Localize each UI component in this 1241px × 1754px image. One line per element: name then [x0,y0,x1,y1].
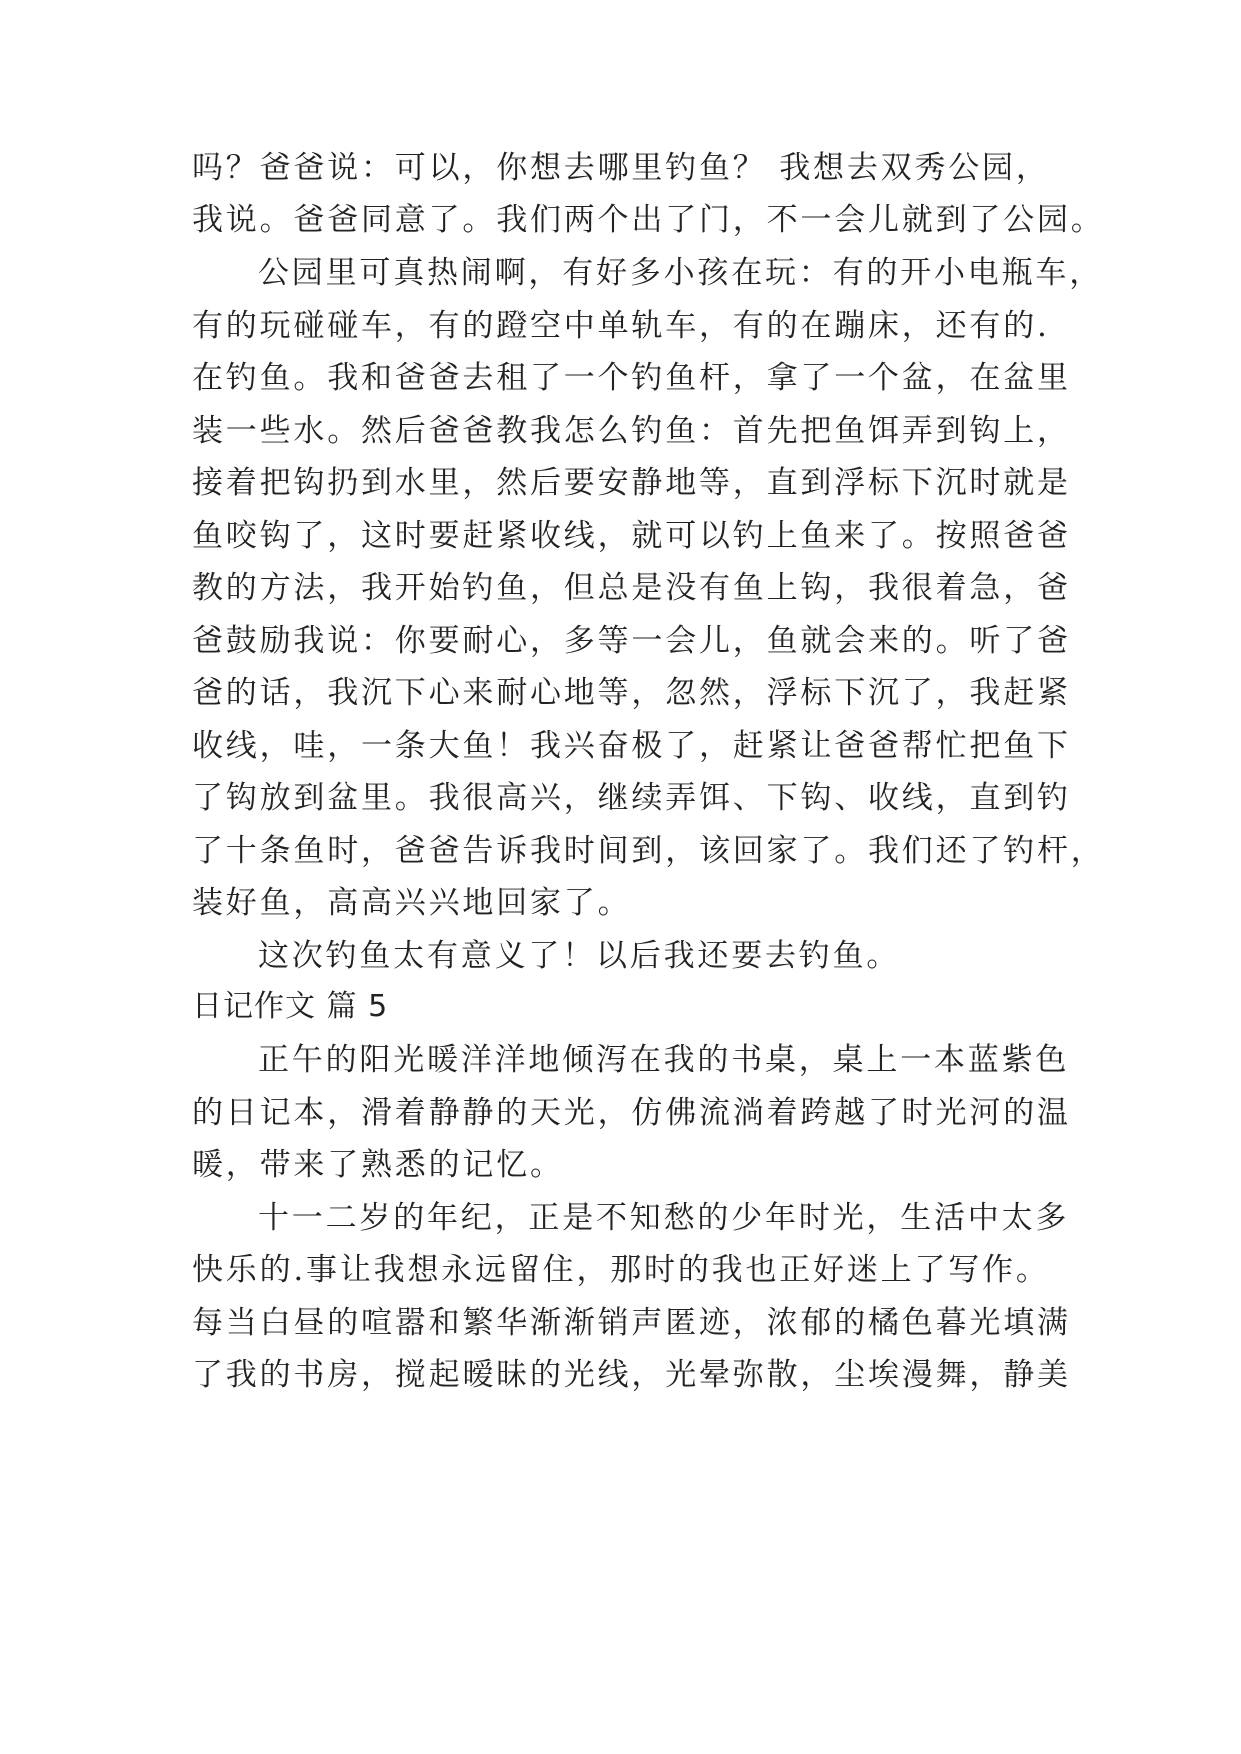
paragraph-first-line: 这次钓鱼太有意义了！以后我还要去钓鱼。 [258,938,901,974]
text-line: 装一些水。然后爸爸教我怎么钓鱼：首先把鱼饵弄到钩上， [192,413,1071,449]
text-line: 鱼咬钩了，这时要赶紧收线，就可以钓上鱼来了。按照爸爸 [192,518,1071,554]
text-line: 收线，哇，一条大鱼！我兴奋极了，赶紧让爸爸帮忙把鱼下 [192,728,1071,764]
text-line: 了钩放到盆里。我很高兴，继续弄饵、下钩、收线，直到钓 [192,780,1071,816]
text-line: 快乐的.事让我想永远留住，那时的我也正好迷上了写作。 [192,1252,1050,1288]
text-line: 有的玩碰碰车，有的蹬空中单轨车，有的在蹦床，还有的. [192,308,1050,344]
text-line: 的日记本，滑着静静的天光，仿佛流淌着跨越了时光河的温 [192,1095,1071,1131]
text-line: 教的方法，我开始钓鱼，但总是没有鱼上钩，我很着急，爸 [192,570,1071,606]
text-line: 我说。爸爸同意了。我们两个出了门，不一会儿就到了公园。 [192,202,1105,238]
paragraph-first-line: 正午的阳光暖洋洋地倾泻在我的书桌，桌上一本蓝紫色 [258,1042,1070,1078]
section-heading: 日记作文 篇 5 [192,989,389,1024]
text-line: 爸鼓励我说：你要耐心，多等一会儿，鱼就会来的。听了爸 [192,623,1071,659]
text-line: 接着把钩扔到水里，然后要安静地等，直到浮标下沉时就是 [192,465,1071,501]
text-line: 了我的书房，搅起暧昧的光线，光晕弥散，尘埃漫舞，静美 [192,1357,1071,1393]
text-line: 暖，带来了熟悉的记忆。 [192,1147,564,1183]
text-line: 吗？爸爸说：可以，你想去哪里钓鱼？ 我想去双秀公园， [192,150,1050,186]
paragraph-first-line: 十一二岁的年纪，正是不知愁的少年时光，生活中太多 [258,1200,1070,1236]
paragraph-first-line: 公园里可真热闹啊，有好多小孩在玩：有的开小电瓶车， [258,255,1103,291]
text-line: 装好鱼，高高兴兴地回家了。 [192,885,632,921]
text-line: 每当白昼的喧嚣和繁华渐渐销声匿迹，浓郁的橘色暮光填满 [192,1305,1071,1341]
text-line: 在钓鱼。我和爸爸去租了一个钓鱼杆，拿了一个盆，在盆里 [192,360,1071,396]
text-line: 了十条鱼时，爸爸告诉我时间到，该回家了。我们还了钓杆， [192,833,1105,869]
text-line: 爸的话，我沉下心来耐心地等，忽然，浮标下沉了，我赶紧 [192,675,1071,711]
